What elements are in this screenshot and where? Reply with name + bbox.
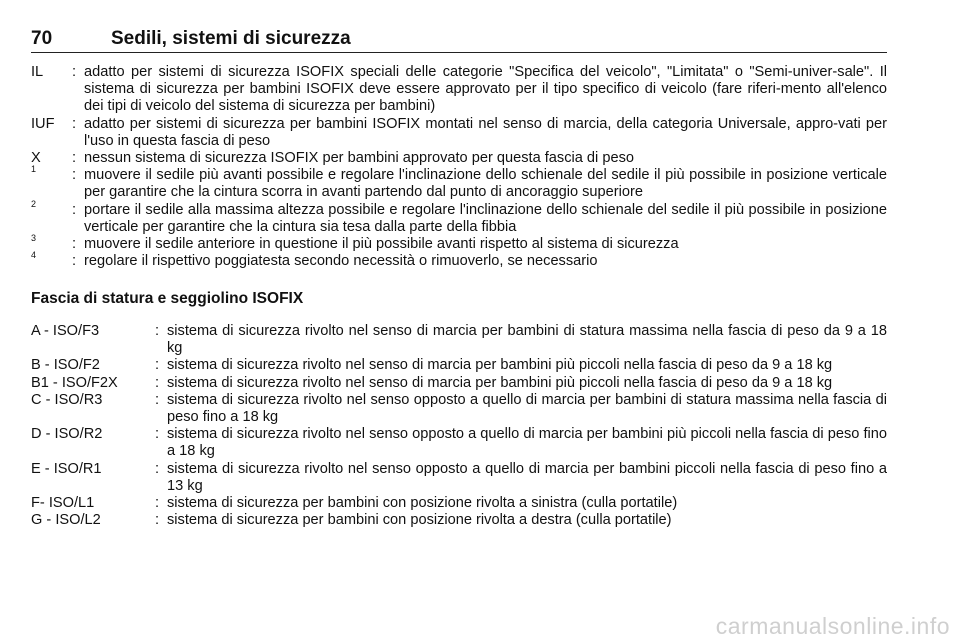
legend-row-footnote-1 [31,164,887,201]
size-class-description: sistema di sicurezza rivolto nel senso di marcia per bambini più piccoli nella fascia di peso da 9 a 18 kg [167,357,833,374]
size-class-separator: : [155,374,160,391]
legend-description: adatto per sistemi di sicurezza per bambini ISOFIX montati nel senso di marcia, della categoria Universale, appro-vati per l'uso in questa fascia di peso [84,115,887,149]
size-class-row-a [31,323,887,357]
size-class-description: sistema di sicurezza rivolto nel senso opposto a quello di marcia per bambini più piccoli nella fascia di peso fino a 18 kg [167,426,887,460]
legend-separator: : [72,201,77,218]
size-class-term: G - ISO/L2 [31,512,101,529]
legend-description: regolare il rispettivo poggiatesta secondo necessità o rimuoverlo, se necessario [84,253,598,270]
legend-row-iuf [31,116,887,150]
size-class-separator: : [155,512,160,529]
size-class-description: sistema di sicurezza rivolto nel senso opposto a quello di marcia per bambini piccoli nella fascia di peso fino a 13 kg [167,460,887,494]
size-class-term: A - ISO/F3 [31,323,100,339]
legend-separator: : [72,150,77,167]
legend-row-il [31,64,887,116]
section-title: Sedili, sistemi di sicurezza [111,28,351,49]
legend-term [31,250,72,270]
size-class-description: sistema di sicurezza rivolto nel senso di marcia per bambini di statura massima nella fascia di peso da 9 a 18 kg [167,323,887,357]
legend-description: nessun sistema di sicurezza ISOFIX per bambini approvato per questa fascia di peso [84,150,634,167]
size-class-term: E - ISO/R1 [31,460,102,477]
page-number: 70 [31,28,53,49]
footnote-marker: 2 [31,198,37,209]
size-class-description: sistema di sicurezza per bambini con posizione rivolta a destra (culla portatile) [167,512,672,529]
legend-separator: : [72,236,77,253]
footnote-marker: 3 [31,233,37,244]
legend-separator: : [72,167,77,184]
legend-description: adatto per sistemi di sicurezza ISOFIX speciali delle categorie "Specifica del veicolo", "Limitata" o "Semi-univer-sale". Il sistema di sicurezza per bambini ISOFIX deve essere approvato per il tipo specifico di veicolo (fare riferi-mento all'elenco dei tipi di veicolo del sistema di sicurezza per bambini) [84,64,887,115]
footnote-marker: 4 [31,250,37,261]
legend-separator: : [72,253,77,270]
legend-term [31,198,72,236]
size-class-term: D - ISO/R2 [31,426,103,443]
legend-description: muovere il sedile anteriore in questione il più possibile avanti rispetto al sistema di sicurezza [84,236,679,253]
page-header [31,26,887,53]
legend-term: IL [31,64,44,80]
legend-row-footnote-3 [31,233,887,253]
size-class-description: sistema di sicurezza rivolto nel senso di marcia per bambini più piccoli nella fascia di peso da 9 a 18 kg [167,374,833,391]
size-class-row-g [31,512,887,529]
size-class-separator: : [155,323,160,339]
legend-row-footnote-4 [31,250,887,270]
size-class-description: sistema di sicurezza per bambini con posizione rivolta a sinistra (culla portatile) [167,495,678,512]
size-class-separator: : [155,495,160,512]
subsection-heading: Fascia di statura e seggiolino ISOFIX [31,290,304,307]
size-class-separator: : [155,357,160,374]
legend-row-footnote-2 [31,198,887,236]
size-class-term: C - ISO/R3 [31,391,103,408]
footnote-marker: 1 [31,164,37,175]
size-class-row-d [31,426,887,460]
size-class-row-c [31,392,887,426]
size-class-term: B - ISO/F2 [31,357,100,374]
legend-list [31,64,887,270]
site-watermark: carmanualsonline.info [715,613,950,639]
size-class-separator: : [155,391,160,408]
legend-separator: : [72,115,77,132]
size-class-term: B1 - ISO/F2X [31,374,118,391]
size-class-separator: : [155,460,160,477]
legend-description: muovere il sedile più avanti possibile e regolare l'inclinazione dello schienale del sedile il più possibile in posizione verticale per garantire che la cintura scorra in avanti partendo dal punto di ancoraggio superiore [84,167,887,201]
size-class-row-b [31,357,887,374]
legend-separator: : [72,64,77,80]
legend-term [31,233,72,253]
legend-term: IUF [31,115,55,132]
size-class-row-f [31,495,887,512]
legend-row-x [31,150,887,167]
size-class-separator: : [155,426,160,443]
size-class-row-b1 [31,375,887,392]
legend-description: portare il sedile alla massima altezza possibile e regolare l'inclinazione dello schienale del sedile il più possibile in posizione verticale per garantire che la cintura sia tesa dalla parte della fibbia [84,201,887,235]
size-class-row-e [31,461,887,495]
legend-term [31,164,72,201]
size-class-description: sistema di sicurezza rivolto nel senso opposto a quello di marcia per bambini di statura massima nella fascia di peso fino a 18 kg [167,391,887,426]
legend-term: X [31,150,41,167]
isofix-size-class-list [31,323,887,529]
size-class-term: F- ISO/L1 [31,495,95,512]
